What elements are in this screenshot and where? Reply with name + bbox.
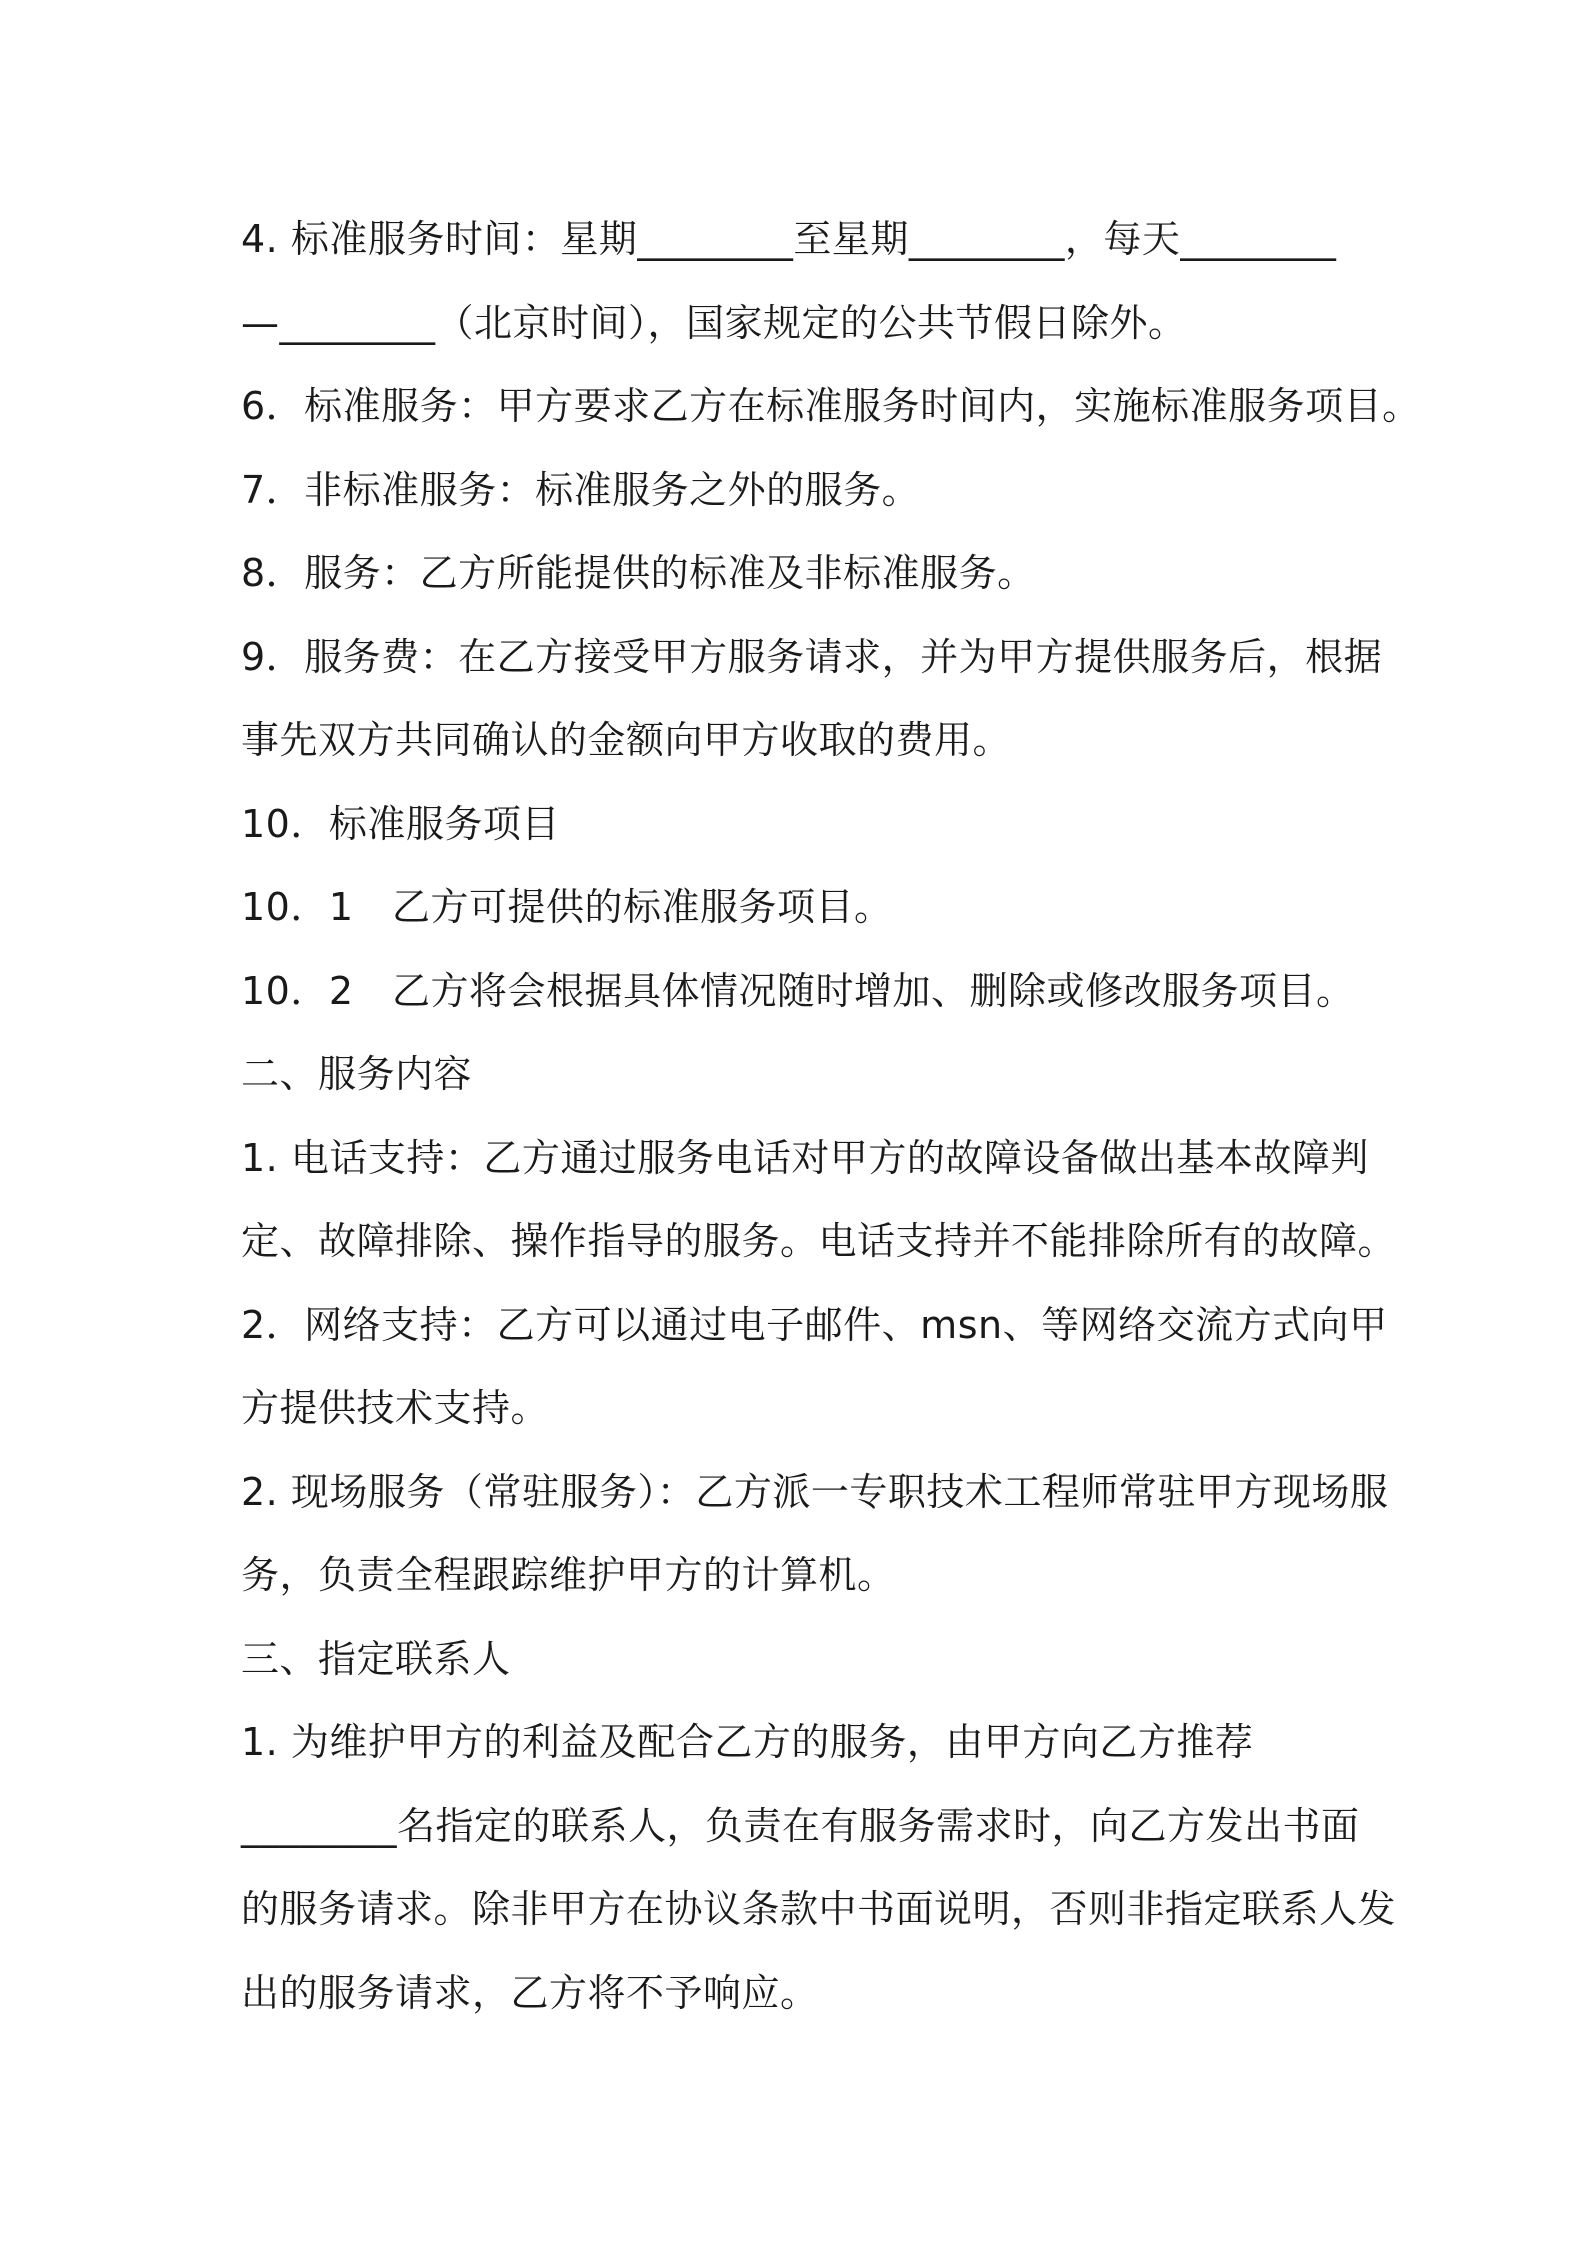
text-line-contact-2: ________名指定的联系人，负责在有服务需求时，向乙方发出书面	[241, 1803, 1360, 1848]
section-heading-contact: 三、指定联系人	[241, 1636, 511, 1681]
text-line-service: 8．服务：乙方所能提供的标准及非标准服务。	[241, 551, 1036, 595]
text-line-service-fee: 9．服务费：在乙方接受甲方服务请求，并为甲方提供服务后，根据	[241, 634, 1383, 679]
text-line-item-10-1: 10．1 乙方可提供的标准服务项目。	[241, 885, 893, 929]
text-line-phone-support-cont: 定、故障排除、操作指导的服务。电话支持并不能排除所有的故障。	[241, 1219, 1397, 1263]
text-line-contact-3: 的服务请求。除非甲方在协议条款中书面说明，否则非指定联系人发	[241, 1887, 1397, 1931]
text-line-network-support: 2．网络支持：乙方可以通过电子邮件、msn、等网络交流方式向甲	[241, 1302, 1388, 1347]
text-line-contact-4: 出的服务请求，乙方将不予响应。	[241, 1970, 819, 2015]
text-line-onsite-service-cont: 务，负责全程跟踪维护甲方的计算机。	[241, 1553, 896, 1597]
document-body	[241, 198, 1421, 2035]
text-line-network-support-cont: 方提供技术支持。	[241, 1386, 550, 1430]
section-heading-service-content: 二、服务内容	[241, 1052, 473, 1096]
text-line-contact-1: 1. 为维护甲方的利益及配合乙方的服务，由甲方向乙方推荐	[241, 1720, 1254, 1764]
text-line-item-10-2: 10．2 乙方将会根据具体情况随时增加、删除或修改服务项目。	[241, 968, 1355, 1013]
text-line-time-clause-cont: —________（北京时间），国家规定的公共节假日除外。	[241, 300, 1187, 345]
text-line-standard-items-heading: 10．标准服务项目	[241, 801, 560, 846]
text-line-nonstandard-service: 7．非标准服务：标准服务之外的服务。	[241, 467, 921, 512]
text-line-onsite-service: 2. 现场服务（常驻服务）：乙方派一专职技术工程师常驻甲方现场服	[241, 1469, 1389, 1514]
text-line-time-clause: 4. 标准服务时间：星期________至星期________，每天________	[241, 217, 1337, 261]
text-line-service-fee-cont: 事先双方共同确认的金额向甲方收取的费用。	[241, 718, 1012, 762]
text-line-phone-support: 1. 电话支持：乙方通过服务电话对甲方的故障设备做出基本故障判	[241, 1135, 1369, 1180]
text-line-standard-service: 6．标准服务：甲方要求乙方在标准服务时间内，实施标准服务项目。	[241, 384, 1421, 428]
